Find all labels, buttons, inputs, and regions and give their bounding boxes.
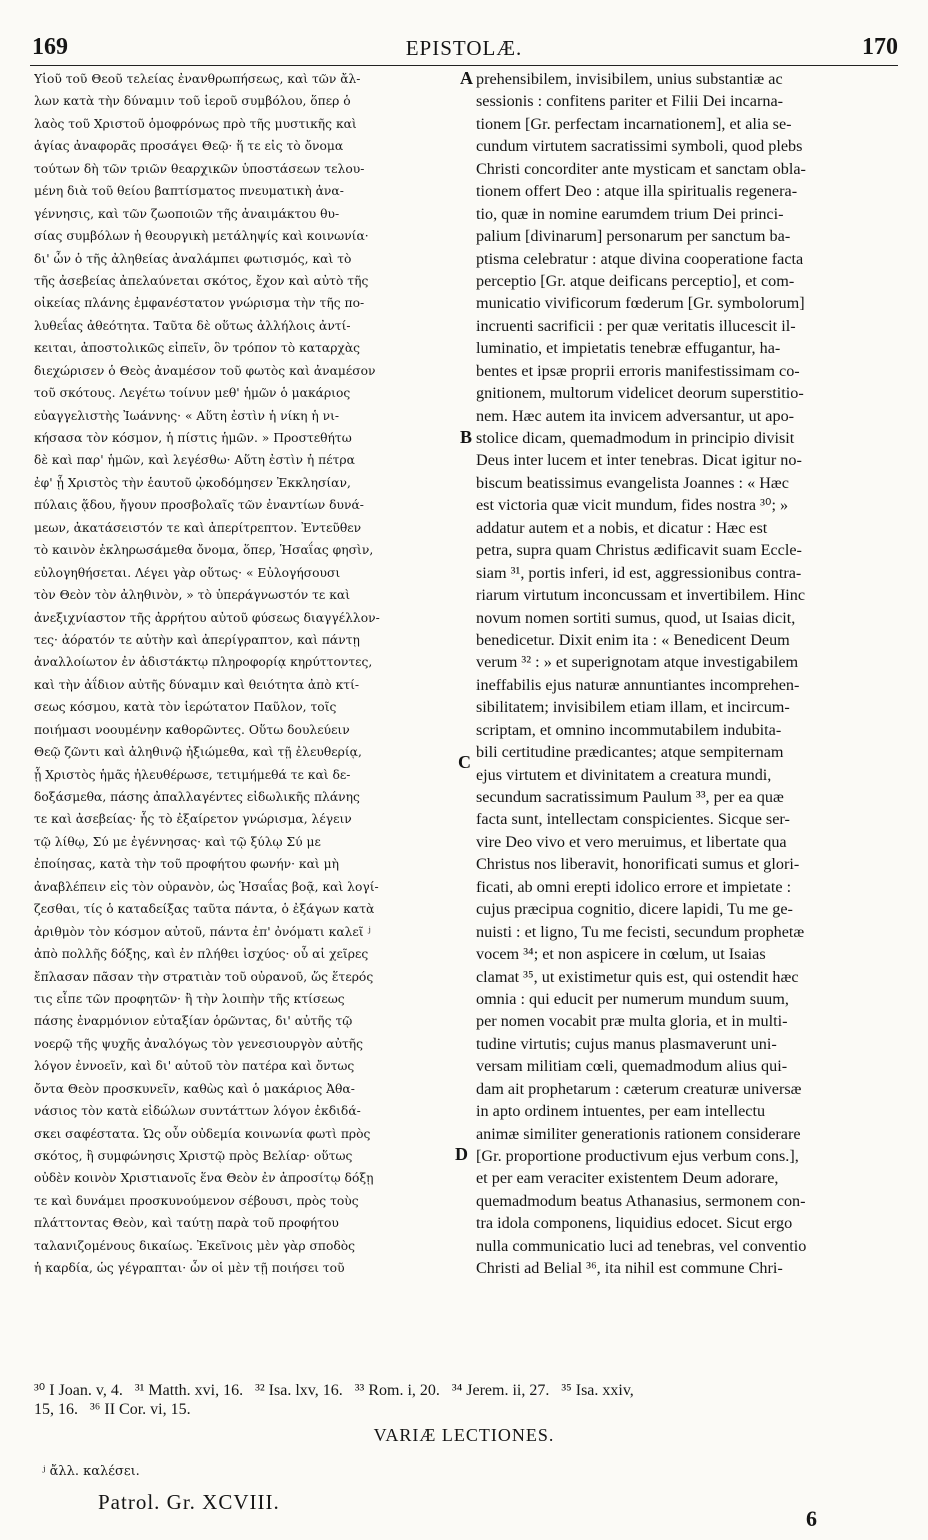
latin-line: novum nomen sortiti sumus, quod, ut Isaias dicit, bbox=[476, 608, 796, 627]
greek-line: δὲ καὶ παρ' ἡμῶν, καὶ λεγέσθω· Αὕτη ἐστὶν ἡ πέτρα bbox=[34, 453, 355, 468]
latin-line: clamat ³⁵, ut existimetur quis est, qui ostendit hæc bbox=[476, 967, 799, 986]
greek-line: τες· ἀόρατόν τε αὐτὴν καὶ ἀπερίγραπτον, καὶ πάντῃ bbox=[34, 632, 360, 647]
latin-line: benedicetur. Dixit enim ita : « Benedicent Deum bbox=[476, 630, 790, 649]
latin-line: petra, supra quam Christus ædificavit suam Eccle- bbox=[476, 541, 802, 560]
greek-line: ὄντα Θεὸν προσκυνεῖν, καθὼς καὶ ὁ μακάριος Ἀθα- bbox=[34, 1081, 355, 1096]
latin-line: nem. Hæc autem ita invicem adversantur, ut apo- bbox=[476, 406, 795, 425]
latin-line: sessionis : confitens pariter et Filii Dei incarna- bbox=[476, 92, 784, 111]
footnotes-line-1: ³⁰ I Joan. v, 4. ³¹ Matth. xvi, 16. ³² Isa. lxv, 16. ³³ Rom. i, 20. ³⁴ Jerem. ii, 27. ³⁵ Isa. xxiv, bbox=[34, 1382, 634, 1399]
signature-mark: 6 bbox=[806, 1506, 817, 1531]
latin-line: municatio vivificorum fœderum [Gr. symbolorum] bbox=[476, 294, 805, 313]
latin-line: Christi ad Belial ³⁶, ita nihil est commune Chri- bbox=[476, 1259, 783, 1278]
greek-line: ἀπὸ πολλῆς δόξης, καὶ ἐν πλήθει ἰσχύος· οὗ αἱ χεῖρες bbox=[34, 947, 369, 962]
greek-line: σεως κόσμου, κατὰ τὸν ἱερώτατον Παῦλον, τοῖς bbox=[34, 700, 337, 715]
greek-line: πύλαις ᾅδου, ἤγουν προσβολαῖς τῶν ἐναντίων δυνά- bbox=[34, 498, 364, 513]
footnotes-line-2: 15, 16. ³⁶ II Cor. vi, 15. bbox=[34, 1401, 191, 1418]
latin-line: prehensibilem, invisibilem, unius substantiæ ac bbox=[476, 70, 783, 88]
greek-line: μένη διὰ τοῦ θείου βαπτίσματος πνευματικὴ ἀνα- bbox=[34, 184, 344, 199]
greek-line: ἀνεξιχνίαστον τῆς ἀρρήτου αὐτοῦ φύσεως διαγγέλλον- bbox=[34, 610, 380, 625]
greek-line: σκει σαφέστατα. Ὡς οὖν οὐδεμία κοινωνία φωτὶ πρὸς bbox=[34, 1126, 371, 1141]
greek-line: νάσιος τὸν κατὰ εἰδώλων συντάττων λόγον ἐκδιδά- bbox=[34, 1104, 361, 1119]
latin-column bbox=[476, 68, 896, 1280]
greek-line: σίας συμβόλων ἡ θεουργικὴ μετάληψίς καὶ κοινωνία· bbox=[34, 229, 369, 244]
latin-line: cundum virtutem sacratissimi symboli, quod plebs bbox=[476, 137, 803, 156]
latin-line: et per eam veraciter existentem Deum adorare, bbox=[476, 1169, 779, 1188]
greek-line: λων κατὰ τὴν δύναμιν τοῦ ἱεροῦ συμβόλου, ὅπερ ὁ bbox=[34, 94, 351, 109]
latin-line: vire Deo vivo et vero meruimus, et libertate qua bbox=[476, 832, 787, 851]
greek-line: τε καὶ ἀσεβείας· ἧς τὸ ἐξαίρετον γνώρισμα, λέγειν bbox=[34, 812, 352, 827]
greek-line: σκότος, ἢ συμφώνησις Χριστῷ πρὸς Βελίαρ· οὕτως bbox=[34, 1149, 353, 1163]
variant-reading-note: ʲ ἄλλ. καλέσει. bbox=[42, 1464, 140, 1479]
greek-line: Υἱοῦ τοῦ Θεοῦ τελείας ἐνανθρωπήσεως, καὶ τῶν ἄλ- bbox=[34, 72, 361, 86]
latin-line: bili certitudine prædicantes; atque sempiternam bbox=[476, 743, 784, 762]
greek-line: δοξάσμεθα, πάσης ἀπαλλαγέντες εἰδωλικῆς πλάνης bbox=[34, 790, 360, 804]
latin-line: nulla communicatio luci ad tenebras, vel conventio bbox=[476, 1236, 807, 1255]
greek-line: ποιήμασι νοουμένην καθορῶντες. Οὕτω δουλεύειν bbox=[34, 722, 350, 737]
latin-line: Deus inter lucem et inter tenebras. Dicat igitur no- bbox=[476, 451, 802, 470]
greek-line: ἁγίας ἀναφορᾶς προσάγει Θεῷ· ἥ τε εἰς τὸ ὄνομα bbox=[34, 139, 344, 154]
latin-line: incruenti sacrificii : per quæ veritatis illucescit il- bbox=[476, 316, 796, 335]
greek-line: τοῦ σκότους. Λεγέτω τοίνυν μεθ' ἡμῶν ὁ μακάριος bbox=[34, 386, 351, 401]
latin-line: facta sunt, intellectam conspicientes. Sicque ser- bbox=[476, 810, 790, 829]
greek-line: ταλανιζομένους δικαίως. Ἐκεῖνοις μὲν γὰρ σποδὸς bbox=[34, 1238, 356, 1253]
latin-line: biscum beatissimus evangelista Joannes : « Hæc bbox=[476, 473, 789, 492]
greek-line: ἀριθμὸν τὸν κόσμον αὐτοῦ, πάντα ἐπ' ὀνόματι καλεῖ ʲ bbox=[34, 924, 371, 939]
latin-line: dam ait prophetarum : cæterum creaturæ universæ bbox=[476, 1079, 802, 1098]
greek-line: κειται, ἀποστολικῶς εἰπεῖν, ὃν τρόπον τὸ καταρχὰς bbox=[34, 341, 361, 356]
latin-line: per nomen vocabit præ multa gloria, et in multi- bbox=[476, 1012, 788, 1031]
latin-line: perceptio [Gr. atque deificans perceptio], et com- bbox=[476, 271, 795, 290]
latin-line: ptisma celebratur : atque divina cooperatione facta bbox=[476, 249, 804, 268]
latin-line: quemadmodum beatus Athanasius, sermonem con- bbox=[476, 1191, 806, 1210]
latin-line: animæ similiter generationis rationem considerare bbox=[476, 1124, 801, 1143]
greek-line: νοερῷ τῆς ψυχῆς ἀναλόγως τὸν γενεσιουργὸν αὐτῆς bbox=[34, 1036, 364, 1051]
latin-line: bentes et ipsæ proprii erroris manifestissimam co- bbox=[476, 361, 800, 380]
latin-line: [Gr. proportione productivum ejus verbum cons.], bbox=[476, 1147, 799, 1165]
greek-line: τῷ λίθῳ, Σύ με ἐγέννησας· καὶ τῷ ξύλῳ Σύ με bbox=[34, 834, 321, 849]
greek-line: λαὸς τοῦ Χριστοῦ ὁμοφρόνως πρὸ τῆς μυστικῆς καὶ bbox=[34, 116, 357, 131]
greek-line: ἐποίησας, κατὰ τὴν τοῦ προφήτου φωνήν· καὶ μὴ bbox=[34, 857, 339, 872]
column-marker-d: D bbox=[455, 1144, 468, 1164]
latin-line: secundum sacratissimum Paulum ³³, per ea quæ bbox=[476, 788, 784, 806]
latin-line: tionem [Gr. perfectam incarnationem], et alia se- bbox=[476, 114, 792, 133]
greek-line: ζεσθαι, τίς ὁ καταδείξας ταῦτα πάντα, ὁ ἐξάγων κατὰ bbox=[34, 902, 375, 917]
greek-line: λόγον ἐννοεῖν, καὶ δι' αὐτοῦ τὸν πατέρα καὶ ὄντως bbox=[34, 1059, 355, 1074]
latin-line: versam militiam cœli, quemadmodum alius qui- bbox=[476, 1057, 788, 1076]
greek-line: δι' ὧν ὁ τῆς ἀληθείας ἀναλάμπει φωτισμός, καὶ τὸ bbox=[34, 251, 352, 266]
greek-line: πάσης ἐναρμόνιον εὐταξίαν ὁρῶντας, δι' αὐτῆς τῷ bbox=[34, 1014, 353, 1029]
latin-line: vocem ³⁴; et non aspicere in cœlum, ut Isaias bbox=[476, 945, 766, 964]
greek-line: τούτων δὴ τῶν τριῶν θεαρχικῶν ὑποστάσεων τελου- bbox=[34, 161, 365, 176]
latin-line: cujus præcipua cognitio, dicere lapidi, Tu me ge- bbox=[476, 900, 793, 919]
latin-line: riarum virtutum inconcussam et invertibilem. Hinc bbox=[476, 586, 806, 605]
latin-line: scriptam, et omnino incommutabilem indubita- bbox=[476, 720, 782, 739]
latin-line: tionem offert Deo : atque illa spiritualis regenera- bbox=[476, 182, 798, 201]
greek-line: τὸ καινὸν ἐκληρωσάμεθα ὄνομα, ὅπερ, Ἡσαΐας φησὶν, bbox=[34, 543, 374, 558]
latin-line: ejus virtutem et divinitatem a creatura mundi, bbox=[476, 765, 772, 784]
column-marker-a: A bbox=[460, 68, 473, 88]
greek-line: εὐλογηθήσεται. Λέγει γὰρ οὕτως· « Εὐλογήσουσι bbox=[34, 565, 341, 580]
page-number-left: 169 bbox=[32, 34, 68, 60]
greek-line: τῆς ἀσεβείας ἀπελαύνεται σκότος, ἔχον καὶ αὐτὸ τῆς bbox=[34, 273, 369, 288]
greek-line: διεχώρισεν ὁ Θεὸς ἀναμέσον τοῦ φωτὸς καὶ ἀναμέσον bbox=[34, 363, 376, 378]
greek-line: μεων, ἀκατάσειστόν τε καὶ ἀπερίτρεπτον. Ἐντεῦθεν bbox=[34, 520, 362, 535]
latin-line: tra idola componens, liquidius edocet. Sicut ergo bbox=[476, 1214, 793, 1233]
greek-line: Θεῷ ζῶντι καὶ ἀληθινῷ ἠξιώμεθα, καὶ τῇ ἐλευθερίᾳ, bbox=[34, 745, 362, 760]
running-title: EPISTOLÆ. bbox=[405, 36, 523, 60]
latin-line: ficati, ab omni erepti idolico errore et impietate : bbox=[476, 877, 792, 896]
column-marker-b: B bbox=[460, 427, 473, 447]
greek-column bbox=[34, 68, 458, 1280]
volume-footer: Patrol. Gr. XCVIII. bbox=[98, 1490, 280, 1514]
greek-line: ἀναβλέπειν εἰς τὸν οὐρανὸν, ὡς Ἡσαΐας βοᾷ, καὶ λογί- bbox=[34, 879, 379, 894]
page-number-right: 170 bbox=[862, 34, 898, 60]
latin-line: verum ³² : » et superignotam atque investigabilem bbox=[476, 653, 799, 672]
variae-lectiones-heading: VARIÆ LECTIONES. bbox=[373, 1425, 555, 1445]
latin-line: ineffabilis ejus naturæ annuntiantes incomprehen- bbox=[476, 675, 800, 694]
latin-line: palium [divinarum] personarum per sanctum ba- bbox=[476, 227, 791, 246]
greek-line: ἔπλασαν πᾶσαν τὴν στρατιὰν τοῦ οὐρανοῦ, ὥς ἕτερός bbox=[34, 969, 374, 984]
latin-line: luminatio, et impietatis tenebræ effugantur, ha- bbox=[476, 339, 781, 358]
greek-line: οἰκείας πλάνης ἐμφανέστατον γνώρισμα τὴν τῆς πο- bbox=[34, 296, 365, 311]
latin-line: siam ³¹, portis inferi, id est, aggressionibus contra- bbox=[476, 563, 802, 582]
latin-line: stolice dicam, quemadmodum in principio divisit bbox=[476, 429, 795, 447]
greek-line: καὶ τὴν ἀΐδιον αὐτῆς δύναμιν καὶ θειότητα ἀπὸ κτί- bbox=[34, 677, 360, 692]
latin-line: gnitionem, multorum videlicet deorum superstitio- bbox=[476, 384, 804, 403]
latin-line: tio, quæ in nomine earumdem trium Dei princi- bbox=[476, 204, 784, 223]
greek-line: τὸν Θεὸν τὸν ἀληθινὸν, » τὸ ὑπεράγνωστόν τε καὶ bbox=[34, 588, 351, 603]
latin-line: sibilitatem; invisibilem etiam illam, et incircum- bbox=[476, 698, 790, 717]
greek-line: ᾗ Χριστὸς ἡμᾶς ἠλευθέρωσε, τετιμήμεθά τε καὶ δε- bbox=[34, 767, 351, 782]
latin-line: nuisti : et ligno, Tu me fecisti, secundum prophetæ bbox=[476, 922, 805, 941]
greek-line: εὐαγγελιστὴς Ἰωάννης· « Αὕτη ἐστὶν ἡ νίκη ἡ νι- bbox=[34, 408, 340, 423]
column-marker-c: C bbox=[458, 752, 471, 772]
header-rule bbox=[30, 65, 898, 66]
greek-line: γέννησις, καὶ τῶν ζωοποιῶν τῆς ἀναιμάκτου θυ- bbox=[34, 206, 340, 221]
latin-line: est victoria quæ vicit mundum, fides nostra ³⁰; » bbox=[476, 496, 789, 515]
latin-line: Christus nos liberavit, honorificati sumus et glori- bbox=[476, 855, 800, 874]
greek-line: πλάττοντας Θεὸν, καὶ ταύτῃ παρὰ τοῦ προφήτου bbox=[34, 1216, 339, 1231]
greek-line: ἐφ' ᾗ Χριστὸς τὴν ἑαυτοῦ ᾠκοδόμησεν Ἐκκλησίαν, bbox=[34, 475, 351, 490]
latin-line: in apto ordinem intuentes, per eam intellectu bbox=[476, 1102, 766, 1121]
greek-line: ἡ καρδία, ὡς γέγραπται· ὧν οἱ μὲν τῇ ποιήσει τοῦ bbox=[34, 1261, 345, 1276]
greek-line: τε καὶ δυνάμει προσκυνούμενον σέβουσι, πρὸς τοὺς bbox=[34, 1193, 359, 1208]
latin-line: tudine virtutis; cujus manus plasmaverunt uni- bbox=[476, 1034, 777, 1053]
greek-line: οὐδὲν κοινὸν Χριστιανοῖς ἕνα Θεὸν ἐν ἀπροσίτῳ δόξῃ bbox=[34, 1171, 374, 1186]
page-header bbox=[30, 34, 898, 66]
latin-line: omnia : qui educit per numerum mundum suum, bbox=[476, 989, 789, 1008]
greek-line: λυθεΐας ἀθεότητα. Ταῦτα δὲ οὕτως ἀλλήλοις ἀντί- bbox=[34, 318, 351, 333]
greek-line: κήσασα τὸν κόσμον, ἡ πίστις ἡμῶν. » Προστεθήτω bbox=[34, 431, 352, 445]
greek-line: ἀναλλοίωτον ἐν ἀδιστάκτῳ πληροφορίᾳ κηρύττοντες, bbox=[34, 655, 373, 670]
latin-line: Christi concorditer ante mysticam et sanctam obla- bbox=[476, 159, 806, 178]
latin-line: addatur autem et a nobis, et dicatur : Hæc est bbox=[476, 518, 768, 537]
greek-line: τις εἶπε τῶν προφητῶν· ἢ τὴν λοιπὴν τῆς κτίσεως bbox=[34, 991, 345, 1006]
